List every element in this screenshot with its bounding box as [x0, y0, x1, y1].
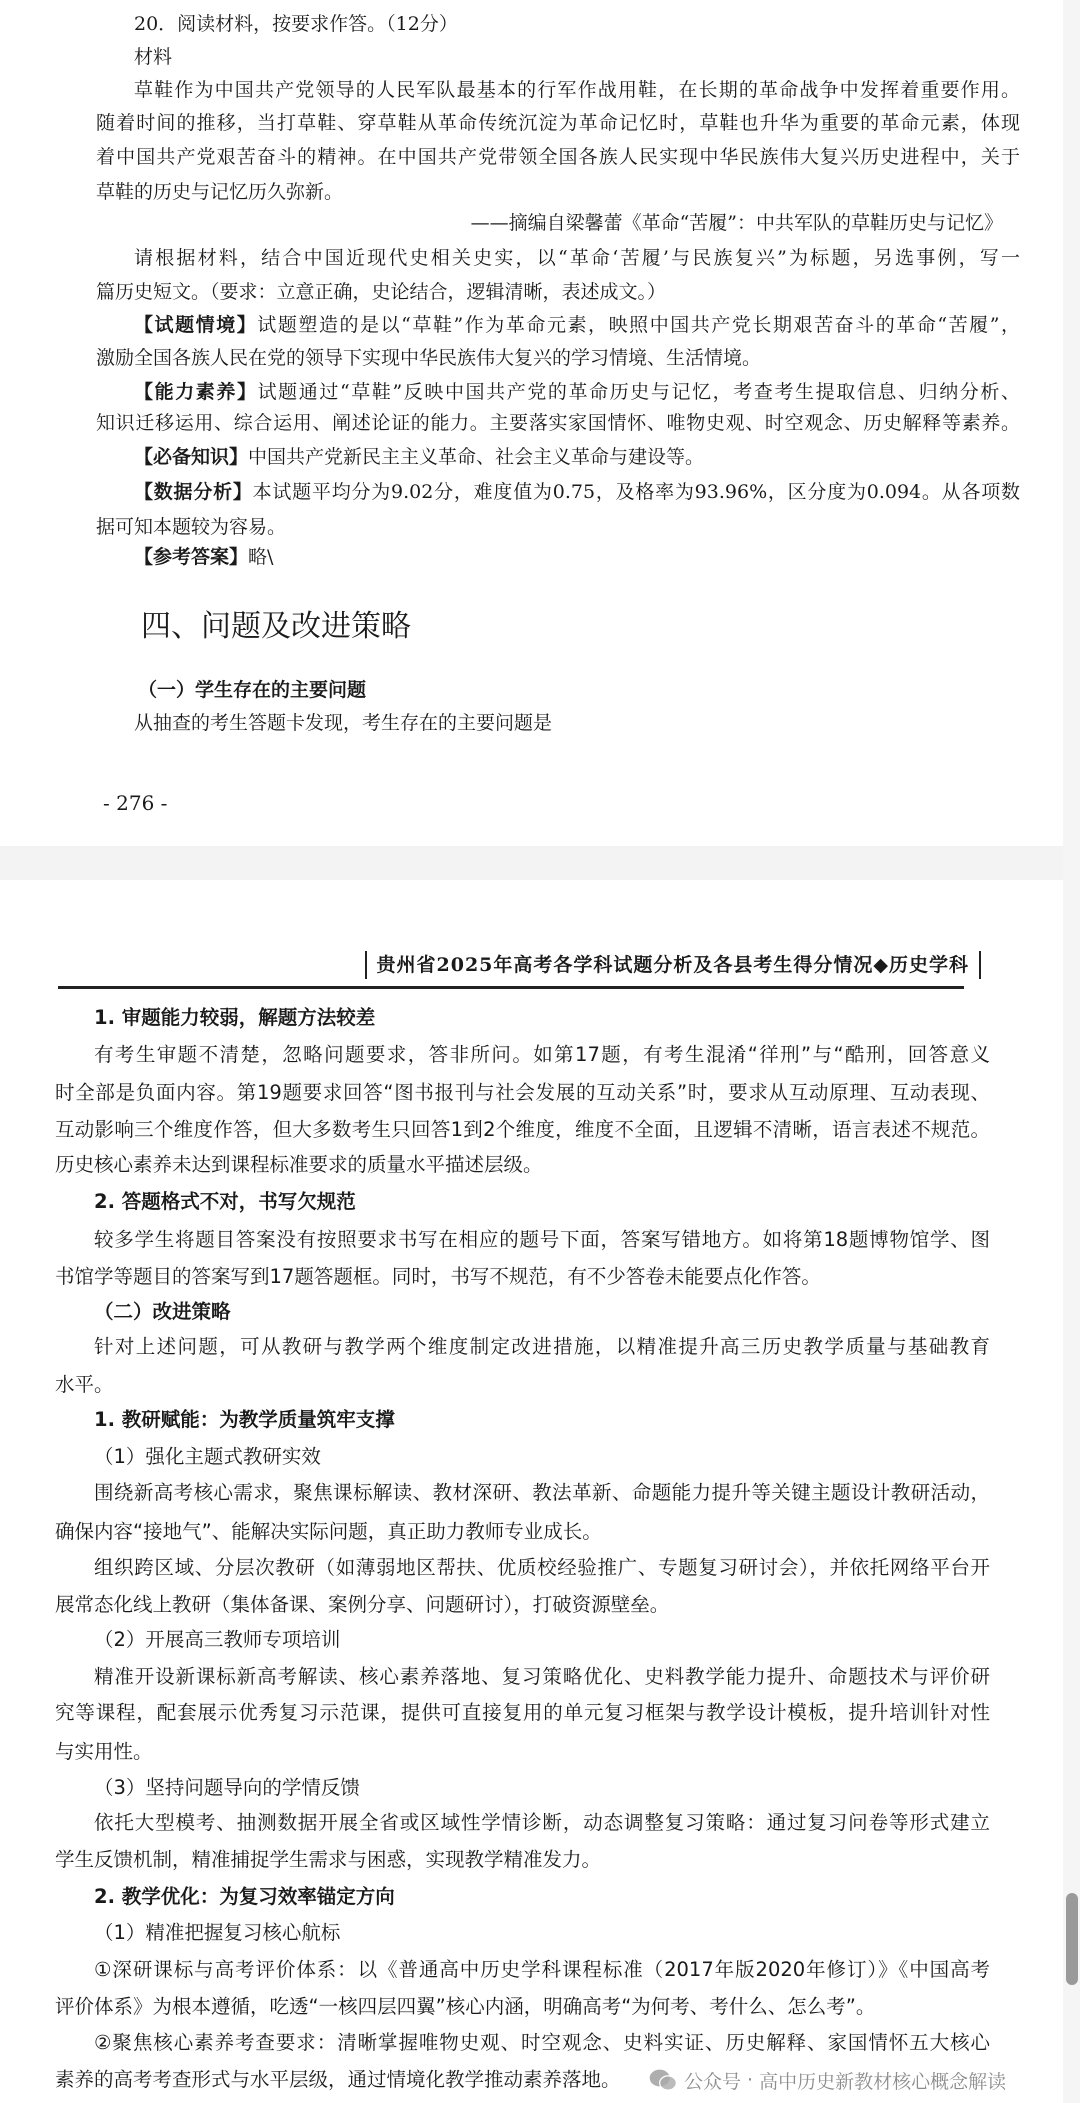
wechat-icon: [648, 2068, 678, 2093]
body-line: 有考生审题不清楚，忽略问题要求，答非所问。如第17题，有考生混淆“徉刑”与“酷刑，回答意义: [94, 1043, 990, 1066]
body-line: 组织跨区域、分层次教研（如薄弱地区帮扶、优质校经验推广、专题复习研讨会），并依托网络平台开: [94, 1556, 990, 1579]
header-rule: [58, 986, 964, 989]
body-line: 围绕新高考核心需求，聚焦课标解读、教材深研、教法革新、命题能力提升等关键主题设计教研活动，: [94, 1481, 990, 1504]
section-heading: 四、问题及改进策略: [141, 609, 411, 644]
knowledge-label: 【必备知识】: [134, 446, 249, 468]
material-label: 材料: [134, 46, 173, 68]
body-line: 确保内容“接地气”、能解决实际问题，真正助力教师专业成长。: [55, 1520, 602, 1543]
body-line: 素养的高考考查形式与水平层级，通过情境化教学推动素养落地。: [55, 2068, 621, 2091]
scrollbar-track[interactable]: [1063, 0, 1080, 2103]
context-label: 【试题情境】: [134, 314, 258, 336]
ability-text: 试题通过“草鞋”反映中国共产党的革命历史与记忆，考查考生提取信息、归纳分析、: [257, 381, 1020, 403]
strategy-subheading: （1）强化主题式教研实效: [94, 1445, 321, 1468]
data-analysis-text: 本试题平均分为9.02分，难度值为0.75，及格率为93.96%，区分度为0.094。从各项数: [252, 481, 1020, 503]
strategy-heading: 2. 教学优化：为复习效率锚定方向: [94, 1885, 395, 1908]
subsection-heading: （一）学生存在的主要问题: [138, 679, 367, 701]
subsection-heading: （二）改进策略: [94, 1300, 231, 1323]
strategy-subheading: （3）坚持问题导向的学情反馈: [94, 1776, 360, 1799]
data-analysis-label: 【数据分析】: [134, 481, 253, 503]
context-text: 试题塑造的是以“草鞋”作为革命元素，映照中国共产党长期艰苦奋斗的革命“苦履”，: [257, 314, 1020, 336]
data-analysis-line: 据可知本题较为容易。: [96, 516, 287, 538]
prompt-line: 请根据材料，结合中国近现代史相关史实，以“革命‘苦履’与民族复兴”为标题，另选事例，写一: [134, 247, 1020, 269]
body-line: 时全部是负面内容。第19题要求回答“图书报刊与社会发展的互动关系”时，要求从互动原理、互动表现、: [55, 1081, 990, 1104]
watermark-separator: ·: [747, 2069, 754, 2091]
prompt-line: 篇历史短文。（要求：立意正确，史论结合，逻辑清晰，表述成文。）: [96, 281, 667, 303]
answer-text: 略\: [248, 546, 274, 568]
scrollbar-thumb[interactable]: [1066, 1893, 1078, 1985]
material-line: 随着时间的推移，当打草鞋、穿草鞋从革命传统沉淀为革命记忆时，草鞋也升华为重要的革命元素，体现: [96, 112, 1020, 134]
ability-label: 【能力素养】: [134, 381, 258, 403]
material-line: 着中国共产党艰苦奋斗的精神。在中国共产党带领全国各族人民实现中华民族伟大复兴历史进程中，关于: [96, 146, 1020, 168]
problem-heading: 1. 审题能力较弱，解题方法较差: [94, 1006, 376, 1029]
watermark: [648, 2063, 1006, 2097]
body-line: 精准开设新课标新高考解读、核心素养落地、复习策略优化、史料教学能力提升、命题技术与评价研: [94, 1665, 990, 1688]
ability-line: 知识迁移运用、综合运用、阐述论证的能力。主要落实家国情怀、唯物史观、时空观念、历史解释等素养。: [96, 412, 1020, 434]
body-line: 水平。: [55, 1373, 114, 1396]
running-header: 贵州省2025年高考各学科试题分析及各县考生得分情况◆历史学科: [365, 951, 982, 979]
body-line: 究等课程，配套展示优秀复习示范课，提供可直接复用的单元复习框架与教学设计模板，提升培训针对性: [55, 1701, 990, 1724]
watermark-prefix: 公众号: [684, 2070, 742, 2093]
knowledge-line: [134, 442, 1020, 472]
body-line: 评价体系》为根本遵循，吃透“一核四层四翼”核心内涵，明确高考“为何考、考什么、怎么考”。: [55, 1995, 876, 2018]
problem-heading: 2. 答题格式不对，书写欠规范: [94, 1190, 356, 1213]
body-line: ①深研课标与高考评价体系：以《普通高中历史学科课程标准（2017年版2020年修订）》《中国高考: [94, 1958, 990, 1981]
knowledge-text: 中国共产党新民主主义革命、社会主义革命与建设等。: [248, 446, 705, 468]
strategy-subheading: （2）开展高三教师专项培训: [94, 1628, 341, 1651]
strategy-subheading: （1）精准把握复习核心航标: [94, 1921, 341, 1944]
material-line: 草鞋作为中国共产党领导的人民军队最基本的行军作战用鞋，在长期的革命战争中发挥着重要作用。: [134, 79, 1020, 101]
body-line: 针对上述问题，可从教研与教学两个维度制定改进措施，以精准提升高三历史教学质量与基础教育: [94, 1335, 990, 1358]
context-line: [134, 310, 1020, 340]
data-analysis-line: [134, 477, 1020, 507]
page-number: - 276 -: [103, 791, 168, 815]
body-line: 依托大型模考、抽测数据开展全省或区域性学情诊断，动态调整复习策略：通过复习问卷等形式建立: [94, 1811, 990, 1834]
body-line: 较多学生将题目答案没有按照要求书写在相应的题号下面，答案写错地方。如将第18题博物馆学、图: [94, 1228, 990, 1251]
body-line: 展常态化线上教研（集体备课、案例分享、问题研讨），打破资源壁垒。: [55, 1593, 670, 1616]
document-page-276: [0, 0, 1063, 846]
answer-label: 【参考答案】: [134, 546, 249, 568]
body-line: 历史核心素养未达到课程标准要求的质量水平描述层级。: [55, 1153, 543, 1176]
strategy-heading: 1. 教研赋能：为教学质量筑牢支撑: [94, 1408, 395, 1431]
material-line: 草鞋的历史与记忆历久弥新。: [96, 181, 344, 203]
body-line: 书馆学等题目的答案写到17题答题框。同时，书写不规范，有不少答卷未能要点化作答。: [55, 1265, 821, 1288]
answer-line: [134, 542, 1020, 572]
watermark-account-name: 高中历史新教材核心概念解读: [759, 2070, 1007, 2093]
body-line: 互动影响三个维度作答，但大多数考生只回答1到2个维度，维度不全面，且逻辑不清晰，语言表述不规范。: [55, 1118, 990, 1141]
question-title: 20．阅读材料，按要求作答。（12分）: [134, 13, 458, 35]
ability-line: [134, 377, 1020, 407]
intro-text: 从抽查的考生答题卡发现，考生存在的主要问题是: [134, 712, 553, 734]
body-line: 学生反馈机制，精准捕捉学生需求与困惑，实现教学精准发力。: [55, 1848, 602, 1871]
material-source: ——摘编自梁馨蕾《革命“苦履”：中共军队的草鞋历史与记忆》: [470, 212, 1003, 234]
body-line: 与实用性。: [55, 1740, 153, 1763]
context-line: 激励全国各族人民在党的领导下实现中华民族伟大复兴的学习情境、生活情境。: [96, 347, 762, 369]
body-line: ②聚焦核心素养考查要求：清晰掌握唯物史观、时空观念、史料实证、历史解释、家国情怀五大核心: [94, 2031, 990, 2054]
